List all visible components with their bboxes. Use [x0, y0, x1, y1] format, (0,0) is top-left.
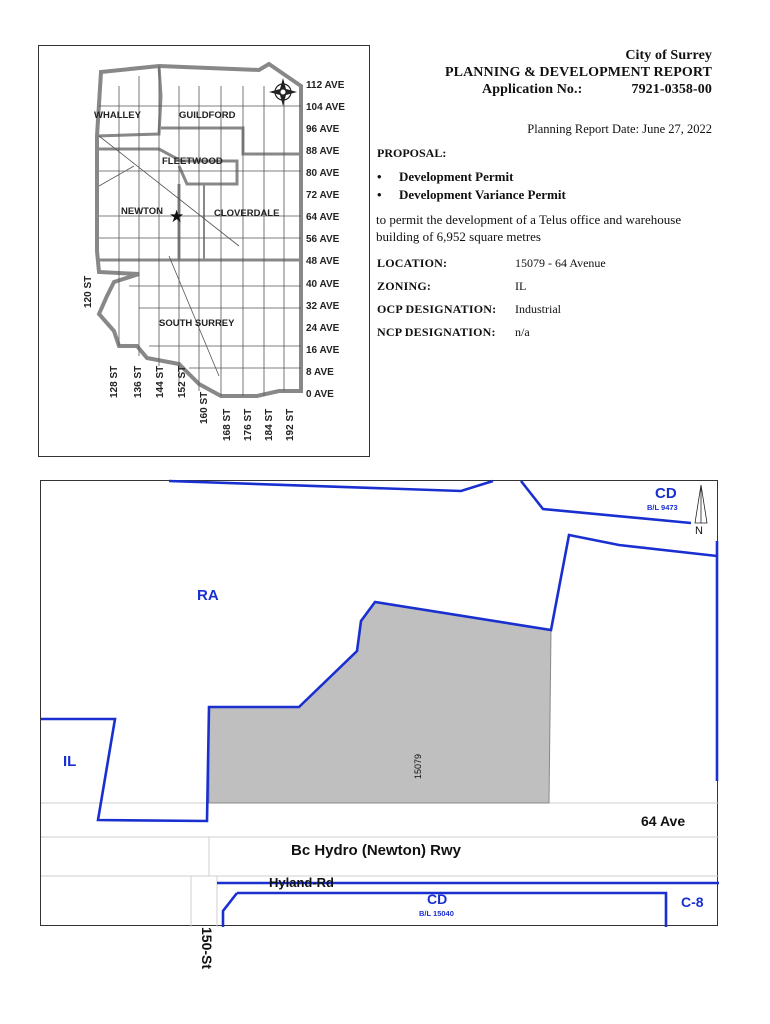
ncp-row — [377, 325, 530, 340]
ave-label: 8 AVE — [306, 367, 334, 378]
ave-label: 96 AVE — [306, 124, 340, 135]
ave-label: 112 AVE — [306, 80, 345, 91]
st-label: 192 ST — [285, 408, 296, 441]
ave-label: 16 AVE — [306, 345, 340, 356]
area-whalley: WHALLEY — [94, 110, 141, 121]
st-label: 152 ST — [177, 365, 188, 398]
ocp-row — [377, 302, 561, 317]
location-row — [377, 256, 606, 271]
ave-label: 64 AVE — [306, 212, 340, 223]
st-label: 176 ST — [243, 408, 254, 441]
area-south-surrey: SOUTH SURREY — [159, 318, 235, 329]
area-guildford: GUILDFORD — [179, 110, 236, 121]
lot-number: 15079 — [413, 753, 423, 779]
ave-label: 24 AVE — [306, 323, 340, 334]
subject-property — [209, 602, 551, 803]
area-fleetwood: FLEETWOOD — [162, 156, 223, 167]
road-150-st: 150-St — [199, 927, 215, 970]
road-bc-hydro-rwy: Bc Hydro (Newton) Rwy — [291, 842, 462, 859]
location-label: LOCATION: — [377, 256, 448, 270]
ave-label: 104 AVE — [306, 102, 345, 113]
st-label: 128 ST — [109, 365, 120, 398]
report-date: June 27, 2022 — [642, 122, 712, 136]
proposal-purpose: to permit the development of a Telus office and warehouse building of 6,952 square metres — [376, 212, 682, 244]
zoning-value: IL — [515, 279, 527, 293]
st-label: 144 ST — [155, 365, 166, 398]
ave-label: 80 AVE — [306, 168, 340, 179]
permit-list — [377, 168, 566, 204]
area-cloverdale: CLOVERDALE — [214, 208, 280, 219]
zone-label-il: IL — [63, 753, 77, 770]
ocp-value: Industrial — [515, 302, 561, 316]
application-label: Application No.: — [482, 82, 583, 97]
city-name: City of Surrey — [625, 48, 712, 63]
zone-label-cd-north: CD — [655, 485, 677, 502]
area-newton: NEWTON — [121, 206, 164, 217]
site-map-graphic — [41, 481, 719, 927]
list-item: • Development Variance Permit — [377, 187, 566, 202]
ave-label: 56 AVE — [306, 234, 340, 245]
north-arrow-icon — [695, 485, 707, 523]
ave-label: 72 AVE — [306, 190, 340, 201]
site-map — [40, 480, 718, 970]
ncp-label: NCP DESIGNATION: — [377, 325, 496, 339]
st-label: 120 ST — [83, 275, 94, 308]
report-title: PLANNING & DEVELOPMENT REPORT — [445, 65, 712, 80]
zone-label-c8: C-8 — [681, 894, 704, 910]
zoning-label: ZONING: — [377, 279, 432, 293]
st-label: 168 ST — [222, 408, 233, 441]
report-date-label: Planning Report Date: — [527, 122, 640, 136]
ave-label: 0 AVE — [306, 389, 334, 400]
list-item: • Development Permit — [377, 169, 514, 184]
zone-label-cd-south: CD — [427, 891, 448, 907]
application-number: 7921-0358-00 — [631, 82, 712, 97]
site-location-star-icon: ★ — [169, 207, 185, 227]
bylaw-label: B/L 9473 — [647, 503, 678, 512]
ave-label: 32 AVE — [306, 301, 340, 312]
location-value: 15079 - 64 Avenue — [515, 256, 606, 270]
report-date-row — [527, 122, 712, 137]
zoning-row — [377, 279, 526, 294]
ocp-label: OCP DESIGNATION: — [377, 302, 497, 316]
st-label: 160 ST — [199, 391, 210, 424]
road-64-ave: 64 Ave — [641, 813, 686, 829]
north-label: N — [695, 525, 703, 537]
zone-label-ra: RA — [197, 587, 219, 604]
application-row — [482, 82, 712, 98]
st-label: 184 ST — [264, 408, 275, 441]
ave-label: 40 AVE — [306, 279, 340, 290]
proposal-heading: PROPOSAL: — [377, 146, 447, 160]
st-label: 136 ST — [133, 365, 144, 398]
ave-label: 48 AVE — [306, 256, 340, 267]
road-hyland-rd: Hyland-Rd — [269, 875, 334, 890]
ncp-value: n/a — [515, 325, 530, 339]
ave-label: 88 AVE — [306, 146, 340, 157]
bylaw-label: B/L 15040 — [419, 909, 454, 918]
key-map — [38, 45, 370, 457]
